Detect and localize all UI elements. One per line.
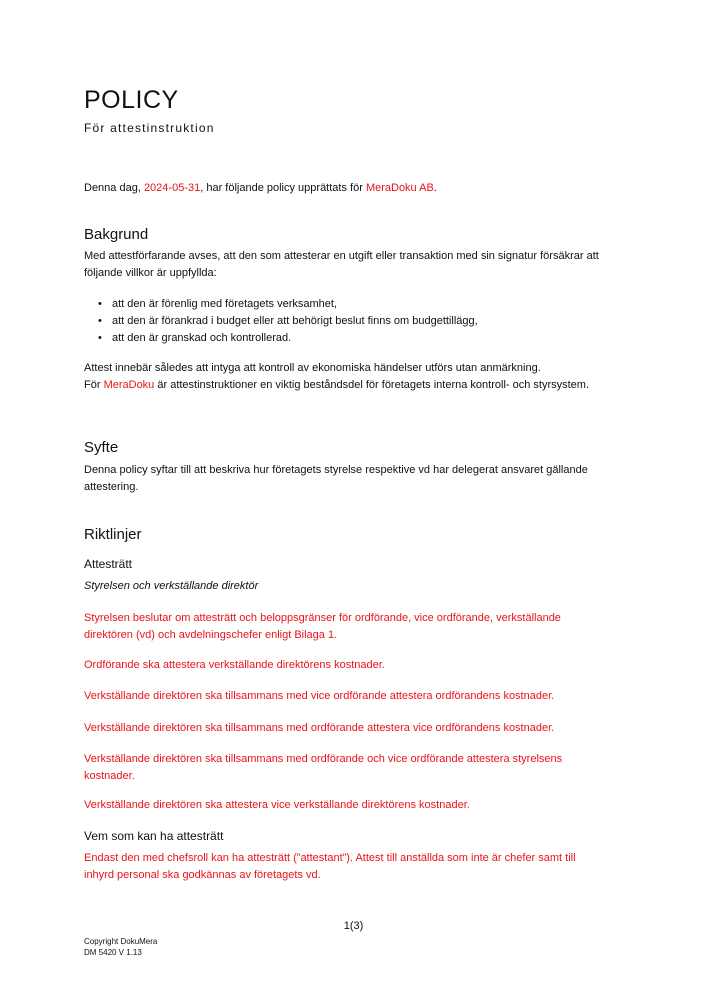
bakgrund-para2-prefix: För [84,379,104,391]
footer [84,936,157,958]
list-item: • att den är förankrad i budget eller att behörigt beslut finns om budgettillägg, [112,313,478,330]
intro-date: 2024-05-31 [143,182,201,194]
bakgrund-paragraph-2 [84,360,644,394]
footer-copyright: Copyright DokuMera [84,937,158,946]
heading-syfte: Syfte [84,439,119,456]
riktlinjer-paragraph-4: Verkställande direktören ska tillsammans med ordförande attestera vice ordförandens kostnader. [84,722,555,734]
intro-middle: , har följande policy upprättats för [200,182,366,194]
intro-company: MeraDoku AB [365,182,434,194]
syfte-paragraph: Denna policy syftar till att beskriva hur företagets styrelse respektive vd har delegerat ansvaret gällande attestering. [84,464,588,493]
heading-riktlinjer: Riktlinjer [84,526,142,543]
subheading-styrelsen-italic: Styrelsen och verkställande direktör [84,580,259,592]
intro-paragraph [84,180,437,197]
subheading-vem-som-kan: Vem som kan ha attesträtt [84,829,224,843]
vem-som-kan-paragraph: Endast den med chefsroll kan ha attesträtt (”attestant”). Attest till anställda som inte är chefer samt till inhyrd personal ska godkännas av företagets vd. [84,852,576,881]
footer-doc-id: DM 5420 V 1.13 [84,948,142,957]
riktlinjer-paragraph-1: Styrelsen beslutar om attesträtt och beloppsgränser för ordförande, vice ordförande, verkställande direktören (vd) och avdelningschefer enligt Bilaga 1. [84,612,561,641]
bakgrund-bullet-list [98,296,478,347]
riktlinjer-paragraph-3: Verkställande direktören ska tillsammans med vice ordförande attestera ordförandens kostnader. [84,690,555,702]
list-item: • att den är granskad och kontrollerad. [112,330,478,347]
riktlinjer-paragraph-6: Verkställande direktören ska attestera vice verkställande direktörens kostnader. [84,799,470,811]
page-number: 1(3) [343,920,364,932]
riktlinjer-paragraph-2: Ordförande ska attestera verkställande direktörens kostnader. [84,659,385,671]
heading-bakgrund: Bakgrund [84,226,149,243]
riktlinjer-paragraph-5: Verkställande direktören ska tillsammans med ordförande och vice ordförande attestera styrelsens kostnader. [84,753,563,782]
bakgrund-para2-line1: Attest innebär således att intyga att kontroll av ekonomiska händelser utförs utan anmärkning. [84,362,541,374]
bakgrund-para2-rest: är attestinstruktioner en viktig beståndsdel för företagets interna kontroll- och styrsystem. [154,379,590,391]
list-item: • att den är förenlig med företagets verksamhet, [112,296,478,313]
bakgrund-paragraph-1: Med attestförfarande avses, att den som attesterar en utgift eller transaktion med sin signatur försäkrar att följande villkor är uppfyllda: [84,250,599,279]
intro-prefix: Denna dag, [84,182,144,194]
subheading-attestratt: Attesträtt [84,557,133,571]
intro-suffix: . [433,182,437,194]
bakgrund-para2-company: MeraDoku [103,379,155,391]
page-subtitle: För attestinstruktion [84,121,215,135]
page-title: POLICY [84,86,179,114]
